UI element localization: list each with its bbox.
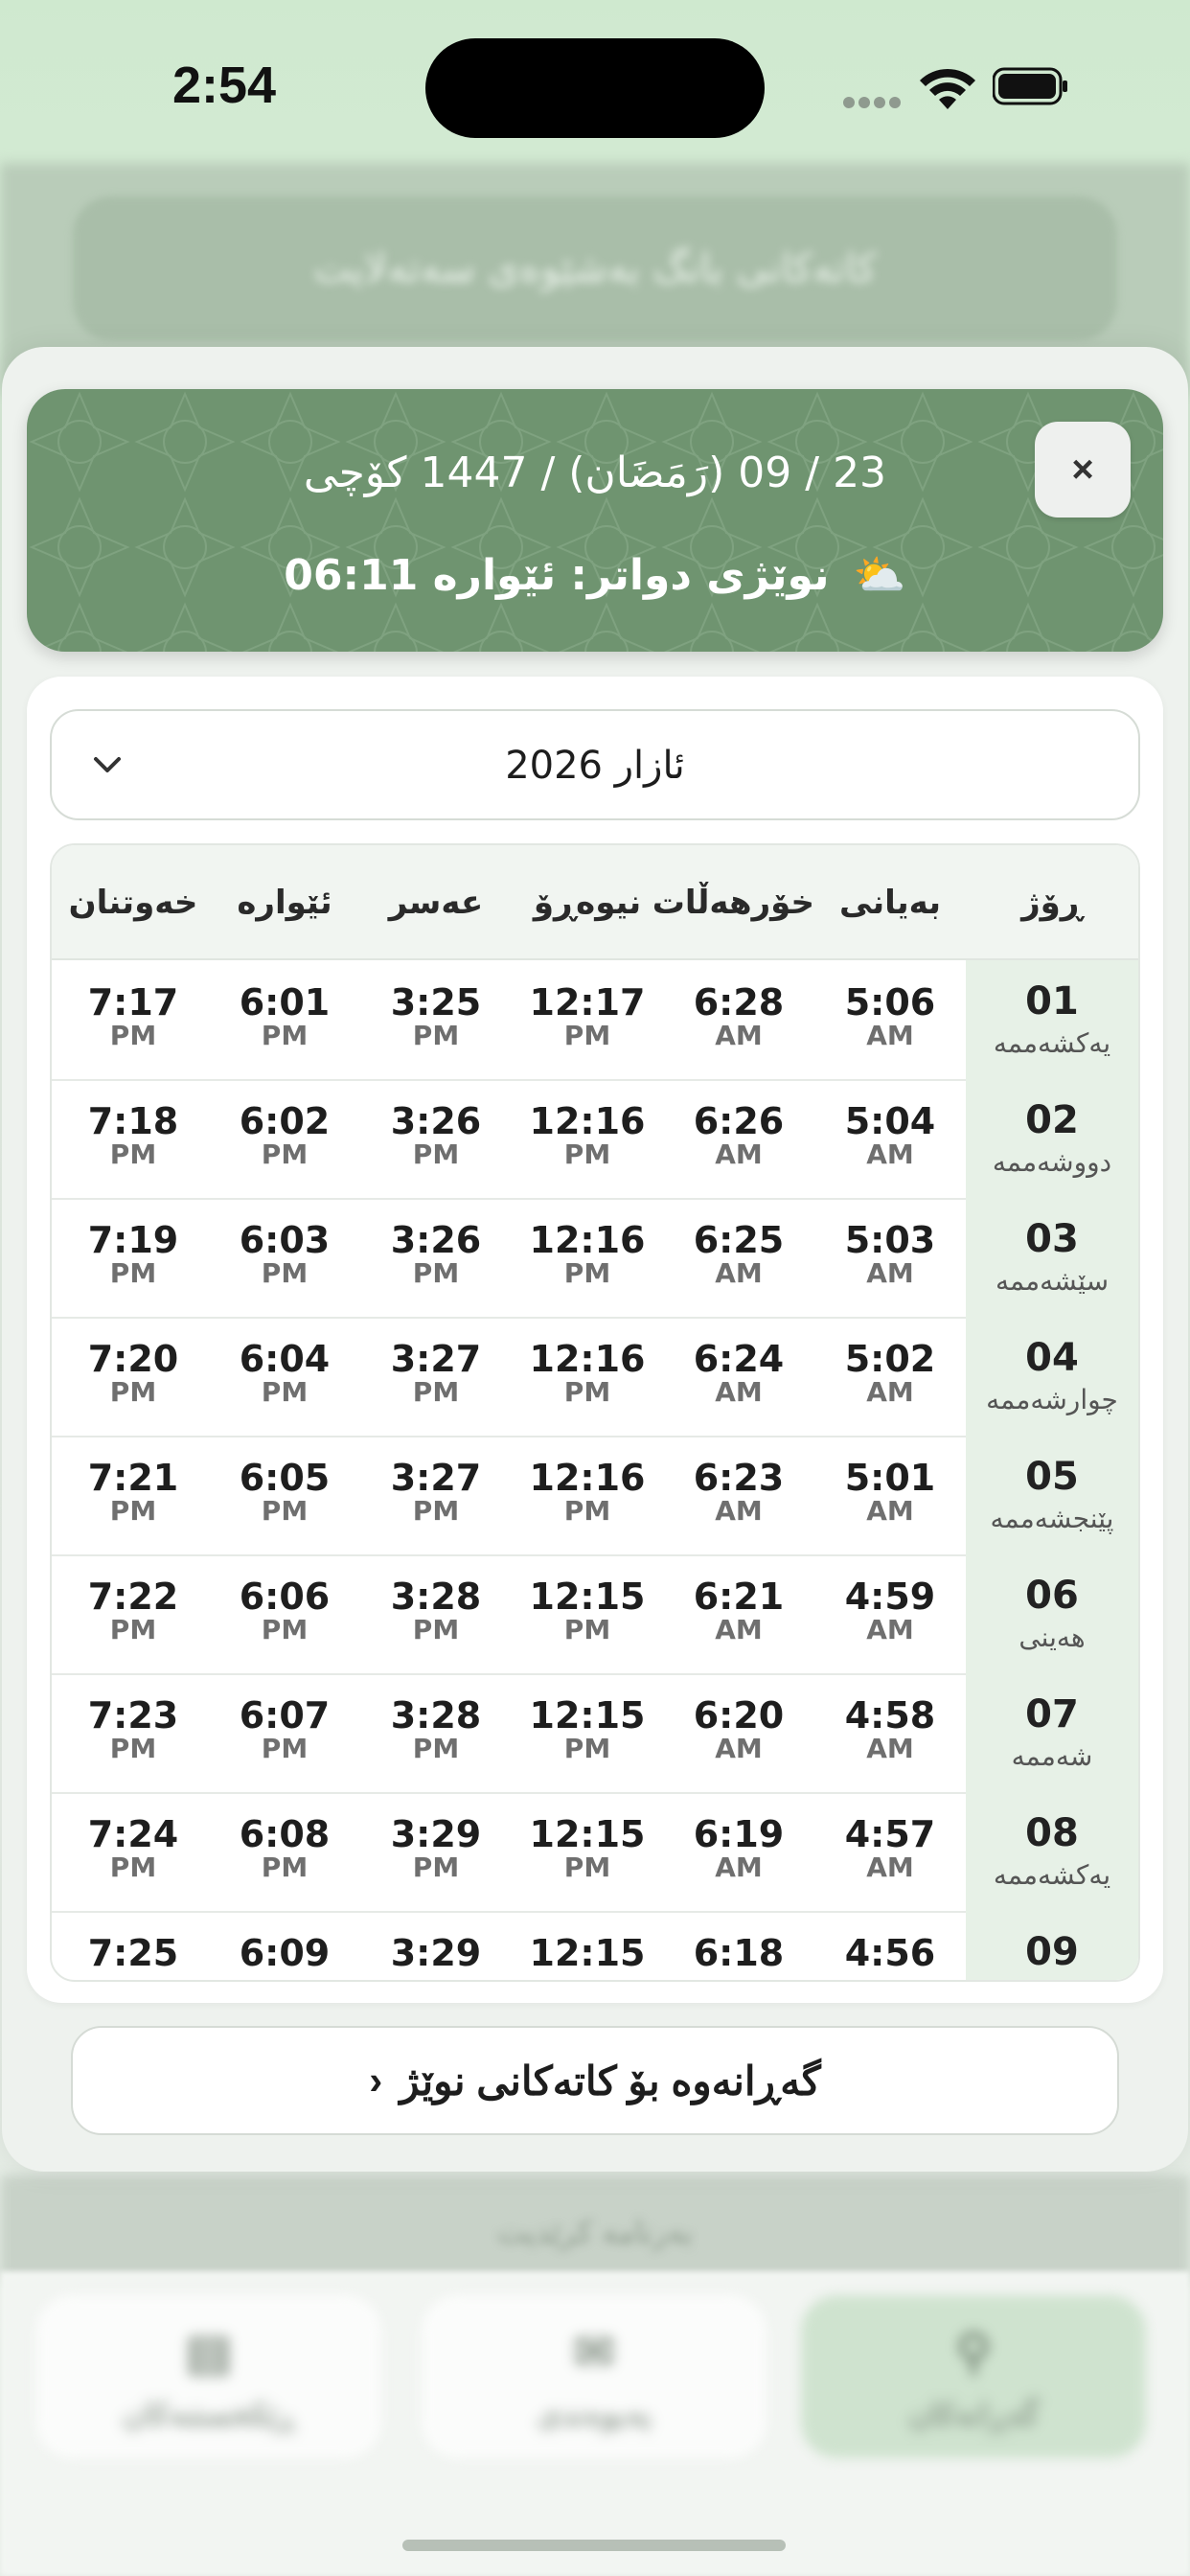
am-pm-label: AM	[866, 1257, 914, 1289]
sunrise-time-cell	[663, 1317, 814, 1436]
day-cell	[966, 1792, 1138, 1911]
dhuhr-time-cell	[512, 960, 663, 1079]
am-pm-label: AM	[715, 1376, 763, 1408]
dhuhr-time: 12:15	[529, 1813, 646, 1855]
maghrib-time: 6:06	[239, 1576, 331, 1618]
sunrise-time: 6:18	[693, 1932, 785, 1974]
table-row	[52, 1436, 1138, 1556]
sunrise-time: 6:26	[693, 1100, 785, 1142]
dhuhr-time-cell	[512, 1198, 663, 1317]
dhuhr-time: 12:17	[529, 981, 646, 1024]
am-pm-label: PM	[563, 1020, 611, 1051]
fajr-time: 5:01	[844, 1457, 936, 1499]
maghrib-time: 6:07	[239, 1694, 331, 1736]
am-pm-label: PM	[412, 1020, 460, 1051]
fajr-time: 4:56	[844, 1932, 936, 1974]
battery-icon	[993, 67, 1069, 105]
fajr-time-cell	[814, 1436, 966, 1554]
asr-time: 3:28	[390, 1694, 482, 1736]
am-pm-label: PM	[563, 1376, 611, 1408]
fajr-time: 4:59	[844, 1576, 936, 1618]
am-pm-label: PM	[412, 1138, 460, 1170]
fajr-time-cell	[814, 1911, 966, 1982]
am-pm-label: AM	[715, 1614, 763, 1645]
am-pm-label: AM	[866, 1138, 914, 1170]
dhuhr-time-cell	[512, 1792, 663, 1911]
maghrib-time-cell	[209, 1792, 360, 1911]
asr-time-cell	[360, 960, 512, 1079]
isha-time: 7:25	[87, 1932, 179, 1974]
header-isha: خەوتنان	[68, 884, 198, 922]
month-select-value: ئازار 2026	[505, 744, 685, 788]
fajr-time-cell	[814, 1317, 966, 1436]
table-row	[52, 1554, 1138, 1675]
asr-time: 3:27	[390, 1457, 482, 1499]
next-prayer	[27, 550, 1163, 600]
sunrise-time-cell	[663, 1436, 814, 1554]
dynamic-island	[425, 38, 765, 138]
fajr-time: 4:58	[844, 1694, 936, 1736]
dhuhr-time: 12:15	[529, 1932, 646, 1974]
isha-time: 7:24	[87, 1813, 179, 1855]
day-number: 06	[1025, 1574, 1079, 1618]
am-pm-label: AM	[866, 1733, 914, 1764]
day-cell	[966, 1079, 1138, 1198]
sunrise-time-cell	[663, 1079, 814, 1198]
sunrise-time: 6:25	[693, 1219, 785, 1261]
am-pm-label: PM	[261, 1257, 309, 1289]
asr-time-cell	[360, 1554, 512, 1673]
sun-behind-cloud-icon: ⛅	[853, 551, 906, 600]
am-pm-label: PM	[109, 1138, 157, 1170]
header-maghrib: ئێوارە	[237, 884, 332, 922]
am-pm-label: PM	[563, 1852, 611, 1883]
am-pm-label: PM	[261, 1852, 309, 1883]
isha-time-cell	[57, 1079, 209, 1198]
am-pm-label: AM	[715, 1020, 763, 1051]
day-number: 07	[1025, 1692, 1079, 1736]
fajr-time-cell	[814, 1554, 966, 1673]
day-cell	[966, 1198, 1138, 1317]
maghrib-time-cell	[209, 1198, 360, 1317]
am-pm-label: PM	[563, 1138, 611, 1170]
sunrise-time: 6:23	[693, 1457, 785, 1499]
dhuhr-time-cell	[512, 1317, 663, 1436]
day-cell	[966, 1317, 1138, 1436]
maghrib-time-cell	[209, 1554, 360, 1673]
tab-contact	[422, 2295, 767, 2458]
am-pm-label: PM	[412, 1733, 460, 1764]
maghrib-time: 6:08	[239, 1813, 331, 1855]
isha-time: 7:22	[87, 1576, 179, 1618]
fajr-time: 5:06	[844, 981, 936, 1024]
am-pm-label: PM	[563, 1614, 611, 1645]
dhuhr-time: 12:16	[529, 1457, 646, 1499]
asr-time: 3:28	[390, 1576, 482, 1618]
asr-time: 3:26	[390, 1219, 482, 1261]
isha-time-cell	[57, 1554, 209, 1673]
am-pm-label: PM	[261, 1020, 309, 1051]
day-name: چوارشەممە	[986, 1384, 1118, 1415]
dhuhr-time: 12:16	[529, 1219, 646, 1261]
sunrise-time: 6:19	[693, 1813, 785, 1855]
table-row	[52, 960, 1138, 1081]
month-select[interactable]	[50, 709, 1140, 820]
fajr-time-cell	[814, 1673, 966, 1792]
am-pm-label: AM	[715, 1733, 763, 1764]
asr-time: 3:29	[390, 1932, 482, 1974]
am-pm-label: PM	[563, 1495, 611, 1527]
maghrib-time: 6:05	[239, 1457, 331, 1499]
table-header	[52, 845, 1138, 960]
isha-time: 7:20	[87, 1338, 179, 1380]
am-pm-label: AM	[715, 1138, 763, 1170]
asr-time: 3:26	[390, 1100, 482, 1142]
isha-time-cell	[57, 1436, 209, 1554]
day-number: 03	[1025, 1217, 1079, 1261]
dhuhr-time: 12:15	[529, 1694, 646, 1736]
day-cell	[966, 1554, 1138, 1673]
asr-time-cell	[360, 1079, 512, 1198]
am-pm-label: AM	[715, 1852, 763, 1883]
day-number: 08	[1025, 1811, 1079, 1855]
cellular-dots-icon	[843, 94, 904, 112]
isha-time: 7:17	[87, 981, 179, 1024]
am-pm-label: PM	[109, 1376, 157, 1408]
asr-time: 3:29	[390, 1813, 482, 1855]
day-name: شەممە	[1011, 1740, 1093, 1772]
day-cell	[966, 1436, 1138, 1554]
table-row	[52, 1673, 1138, 1794]
am-pm-label: PM	[412, 1852, 460, 1883]
dhuhr-time: 12:15	[529, 1576, 646, 1618]
dhuhr-time: 12:16	[529, 1338, 646, 1380]
asr-time-cell	[360, 1792, 512, 1911]
am-pm-label: PM	[261, 1733, 309, 1764]
am-pm-label: AM	[866, 1376, 914, 1408]
table-row	[52, 1198, 1138, 1319]
maghrib-time-cell	[209, 960, 360, 1079]
am-pm-label: AM	[715, 1495, 763, 1527]
hijri-date-banner	[27, 389, 1163, 652]
chevron-down-icon	[90, 748, 125, 782]
dhuhr-time: 12:16	[529, 1100, 646, 1142]
day-name: پێنجشەممە	[990, 1503, 1114, 1534]
prayer-times-table[interactable]	[50, 843, 1140, 1982]
am-pm-label: PM	[412, 1495, 460, 1527]
am-pm-label: PM	[563, 1733, 611, 1764]
fajr-time-cell	[814, 1792, 966, 1911]
am-pm-label: PM	[261, 1138, 309, 1170]
fajr-time: 5:03	[844, 1219, 936, 1261]
dhuhr-time-cell	[512, 1554, 663, 1673]
day-cell	[966, 960, 1138, 1079]
day-number: 01	[1025, 979, 1079, 1024]
isha-time-cell	[57, 1792, 209, 1911]
tab-label: گەڕانەکان	[908, 2396, 1039, 2432]
sunrise-time-cell	[663, 1554, 814, 1673]
asr-time-cell	[360, 1317, 512, 1436]
isha-time: 7:18	[87, 1100, 179, 1142]
day-name: دووشەممە	[992, 1146, 1112, 1178]
dhuhr-time-cell	[512, 1436, 663, 1554]
table-row	[52, 1792, 1138, 1913]
am-pm-label: PM	[109, 1614, 157, 1645]
am-pm-label: PM	[109, 1495, 157, 1527]
dhuhr-time-cell	[512, 1911, 663, 1982]
sunrise-time: 6:20	[693, 1694, 785, 1736]
day-number: 02	[1025, 1098, 1079, 1142]
maghrib-time-cell	[209, 1436, 360, 1554]
asr-time-cell	[360, 1673, 512, 1792]
hijri-date: 23 / 09 (رَمَضَان) / 1447 کۆچی	[303, 448, 887, 497]
background-header-title: کاتەکانی بانگ بەشێوەی سەتەلایت	[313, 244, 877, 291]
isha-time: 7:21	[87, 1457, 179, 1499]
back-button-label: گەڕانەوە بۆ کاتەکانی نوێژ	[400, 2058, 821, 2104]
status-time: 2:54	[172, 57, 277, 114]
am-pm-label: PM	[412, 1614, 460, 1645]
wifi-icon	[918, 67, 977, 111]
day-name: هەینی	[1018, 1622, 1086, 1653]
am-pm-label: PM	[109, 1257, 157, 1289]
day-number: 05	[1025, 1455, 1079, 1499]
day-cell	[966, 1673, 1138, 1792]
fajr-time-cell	[814, 1198, 966, 1317]
day-name: یەکشەممە	[993, 1027, 1111, 1059]
isha-time: 7:19	[87, 1219, 179, 1261]
fajr-time: 5:04	[844, 1100, 936, 1142]
maghrib-time: 6:03	[239, 1219, 331, 1261]
asr-time-cell	[360, 1911, 512, 1982]
maghrib-time: 6:01	[239, 981, 331, 1024]
header-asr: عەسر	[388, 884, 484, 922]
sunrise-time-cell	[663, 1792, 814, 1911]
header-sunrise: خۆرهەڵات	[652, 884, 814, 922]
day-cell	[966, 1911, 1138, 1982]
sunrise-time-cell	[663, 1198, 814, 1317]
asr-time: 3:27	[390, 1338, 482, 1380]
sunrise-time-cell	[663, 1911, 814, 1982]
mail-icon: ✉	[573, 2324, 615, 2381]
home-indicator	[402, 2540, 786, 2551]
tab-settings	[36, 2295, 381, 2458]
isha-time-cell	[57, 1317, 209, 1436]
tab-search	[801, 2295, 1146, 2458]
document-icon: ▤	[185, 2324, 233, 2381]
maghrib-time-cell	[209, 1079, 360, 1198]
table-row	[52, 1079, 1138, 1200]
isha-time-cell	[57, 1911, 209, 1982]
fajr-time-cell	[814, 960, 966, 1079]
header-day: ڕۆژ	[1021, 884, 1083, 922]
day-name: سێشەممە	[995, 1265, 1110, 1297]
chevron-left-icon: ‹	[369, 2058, 383, 2103]
fajr-time: 4:57	[844, 1813, 936, 1855]
next-prayer-label: نوێژی دواتر: ئێوارە 06:11	[284, 551, 830, 600]
am-pm-label: PM	[261, 1376, 309, 1408]
dhuhr-time-cell	[512, 1079, 663, 1198]
maghrib-time: 6:04	[239, 1338, 331, 1380]
maghrib-time-cell	[209, 1317, 360, 1436]
close-button[interactable]: ×	[1035, 422, 1131, 518]
am-pm-label: PM	[261, 1495, 309, 1527]
sunrise-time: 6:28	[693, 981, 785, 1024]
dhuhr-time-cell	[512, 1673, 663, 1792]
am-pm-label: PM	[109, 1733, 157, 1764]
maghrib-time-cell	[209, 1911, 360, 1982]
sunrise-time-cell	[663, 960, 814, 1079]
search-icon: ⚲	[954, 2324, 993, 2381]
asr-time-cell	[360, 1198, 512, 1317]
am-pm-label: PM	[412, 1257, 460, 1289]
am-pm-label: AM	[866, 1614, 914, 1645]
isha-time-cell	[57, 1198, 209, 1317]
fajr-time: 5:02	[844, 1338, 936, 1380]
sunrise-time: 6:21	[693, 1576, 785, 1618]
tab-label: پەیوەندی	[537, 2396, 652, 2432]
am-pm-label: AM	[866, 1020, 914, 1051]
asr-time: 3:25	[390, 981, 482, 1024]
header-dhuhr: نیوەڕۆ	[533, 884, 642, 922]
am-pm-label: PM	[412, 1376, 460, 1408]
table-row	[52, 1911, 1138, 1982]
sunrise-time-cell	[663, 1673, 814, 1792]
am-pm-label: AM	[866, 1495, 914, 1527]
am-pm-label: AM	[866, 1852, 914, 1883]
am-pm-label: PM	[261, 1614, 309, 1645]
fajr-time-cell	[814, 1079, 966, 1198]
background-footer-text: بەرنامە کرێدیت	[497, 2214, 693, 2250]
isha-time-cell	[57, 960, 209, 1079]
isha-time: 7:23	[87, 1694, 179, 1736]
maghrib-time: 6:02	[239, 1100, 331, 1142]
sunrise-time: 6:24	[693, 1338, 785, 1380]
am-pm-label: PM	[109, 1852, 157, 1883]
am-pm-label: AM	[715, 1257, 763, 1289]
header-fajr: بەیانی	[838, 884, 942, 922]
am-pm-label: PM	[563, 1257, 611, 1289]
table-row	[52, 1317, 1138, 1438]
tab-label: ڕێکخستنەکان	[122, 2396, 296, 2432]
day-number: 09	[1025, 1930, 1079, 1974]
back-to-prayer-times-button[interactable]	[71, 2026, 1119, 2135]
maghrib-time-cell	[209, 1673, 360, 1792]
geometric-pattern	[27, 389, 1163, 652]
day-number: 04	[1025, 1336, 1079, 1380]
asr-time-cell	[360, 1436, 512, 1554]
maghrib-time: 6:09	[239, 1932, 331, 1974]
day-name: یەکشەممە	[993, 1859, 1111, 1891]
am-pm-label: PM	[109, 1020, 157, 1051]
isha-time-cell	[57, 1673, 209, 1792]
